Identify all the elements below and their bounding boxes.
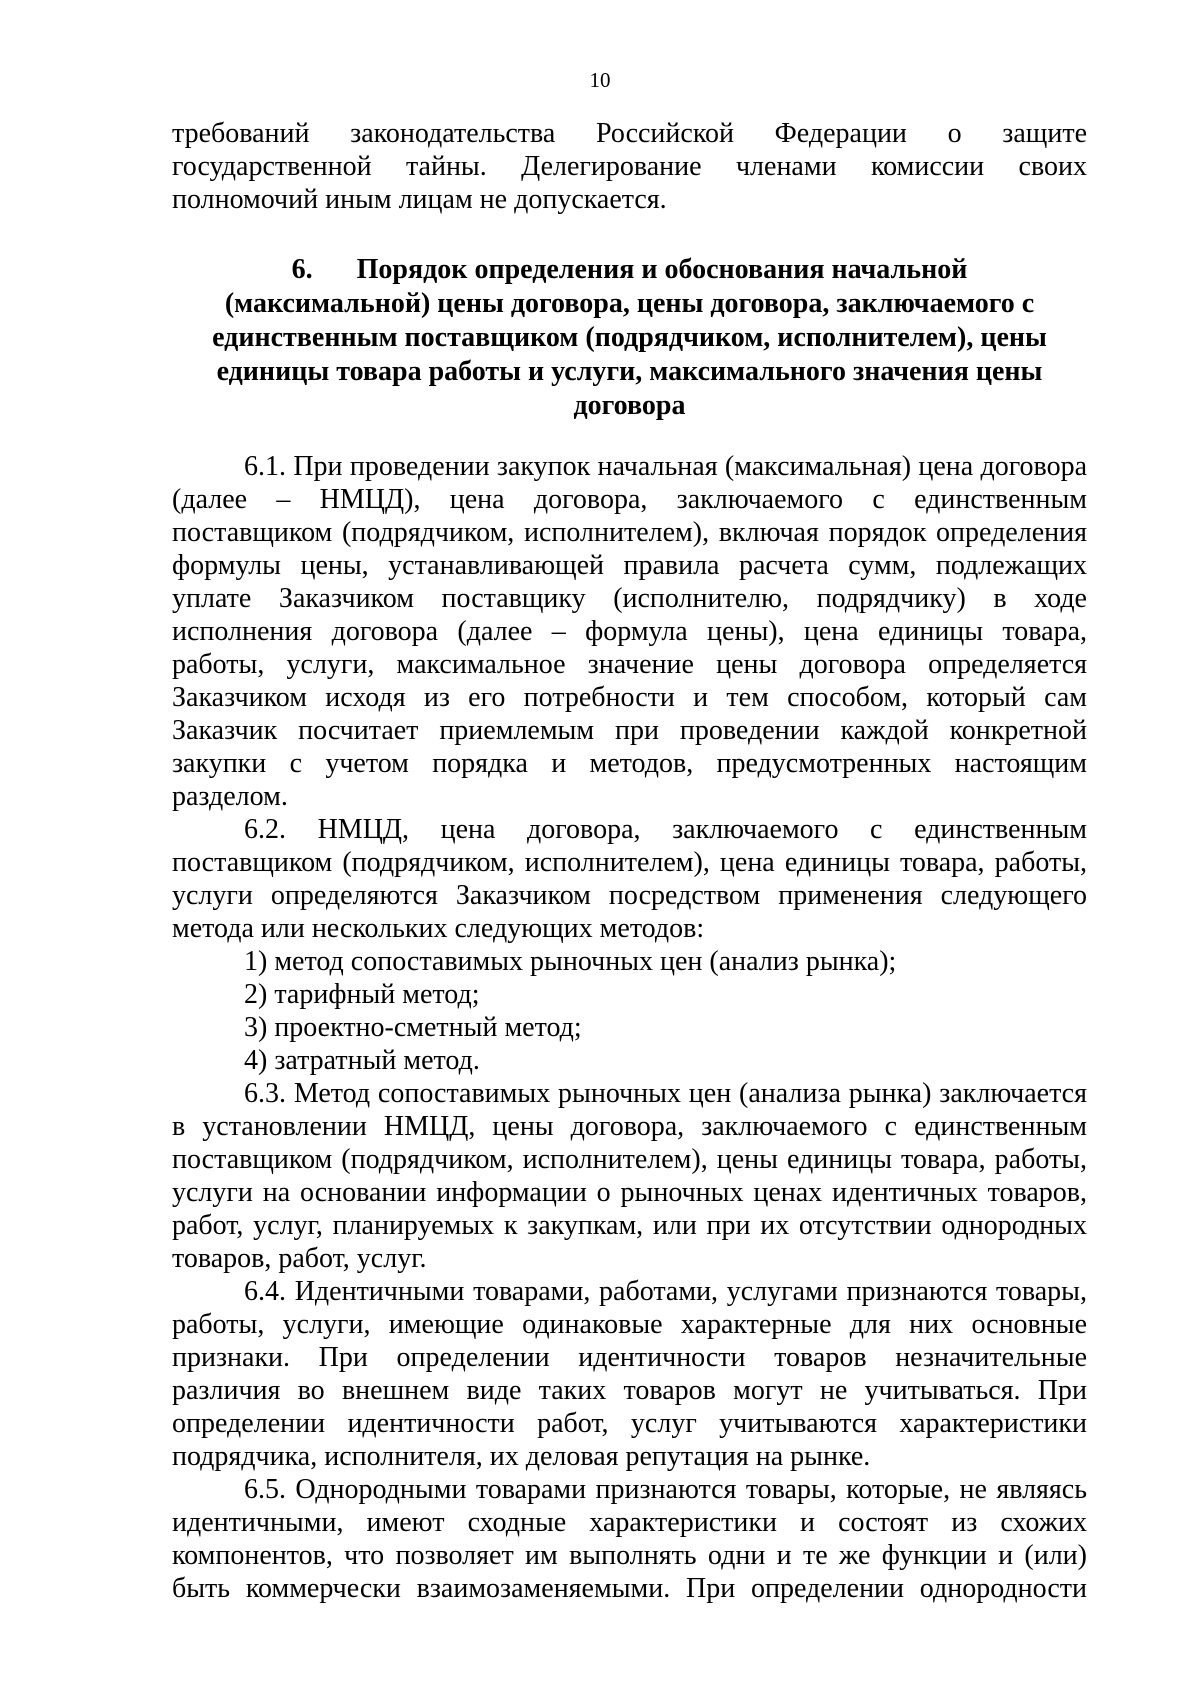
method-item-4: 4) затратный метод. [244,1045,480,1076]
section-number: 6. [291,254,313,285]
intro-paragraph: требований законодательства Российской Федерации о защите государственной тайны. Делегирование членами комиссии своих полномочий иным лицам не допускается. [172,118,1087,215]
paragraph-6-2: 6.2. НМЦД, цена договора, заключаемого с единственным поставщиком (подрядчиком, исполнителем), цена единицы товара, работы, услуги определяются Заказчиком посредством применения следующего метода или нескольких следующих методов: [172,814,1087,944]
method-item-1: 1) метод сопоставимых рыночных цен (анализ рынка); [244,946,897,977]
method-item-3: 3) проектно-сметный метод; [244,1012,582,1043]
paragraph-6-4: 6.4. Идентичными товарами, работами, услугами признаются товары, работы, услуги, имеющие одинаковые характерные для них основные признаки. При определении идентичности товаров незначительные различия во внешнем виде таких товаров могут не учитываться. При определении идентичности работ, услуг учитываются характеристики подрядчика, исполнителя, их деловая репутация на рынке. [172,1276,1087,1472]
paragraph-6-5: 6.5. Однородными товарами признаются товары, которые, не являясь идентичными, имеют сходные характеристики и состоят из схожих компонентов, что позволяет им выполнять одни и те же функции и (или) быть коммерчески взаимозаменяемыми. При определении однородности [172,1474,1087,1604]
page-number: 10 [589,68,611,92]
paragraph-6-1: 6.1. При проведении закупок начальная (максимальная) цена договора (далее – НМЦД), цена договора, заключаемого с единственным поставщиком (подрядчиком, исполнителем), включая порядок определения формулы цены, устанавливающей правила расчета сумм, подлежащих уплате Заказчиком поставщику (исполнителю, подрядчику) в ходе исполнения договора (далее – формула цены), цена единицы товара, работы, услуги, максимальное значение цены договора определяется Заказчиком исходя из его потребности и тем способом, который сам Заказчик посчитает приемлемым при проведении каждой конкретной закупки с учетом порядка и методов, предусмотренных настоящим разделом. [172,451,1087,812]
page-content [172,117,1087,1605]
paragraph-6-3: 6.3. Метод сопоставимых рыночных цен (анализа рынка) заключается в установлении НМЦД, цены договора, заключаемого с единственным поставщиком (подрядчиком, исполнителем), цены единицы товара, работы, услуги на основании информации о рыночных ценах идентичных товаров, работ, услуг, планируемых к закупкам, или при их отсутствии однородных товаров, работ, услуг. [172,1078,1087,1274]
method-item-2: 2) тарифный метод; [244,979,480,1010]
section-title: Порядок определения и обоснования начальной (максимальной) цены договора, цены договора, заключаемого с единственным поставщиком (подрядчиком, исполнителем), цены единицы товара работы и услуги, максимального значения цены договора [212,254,1047,421]
section-heading [172,253,1087,423]
